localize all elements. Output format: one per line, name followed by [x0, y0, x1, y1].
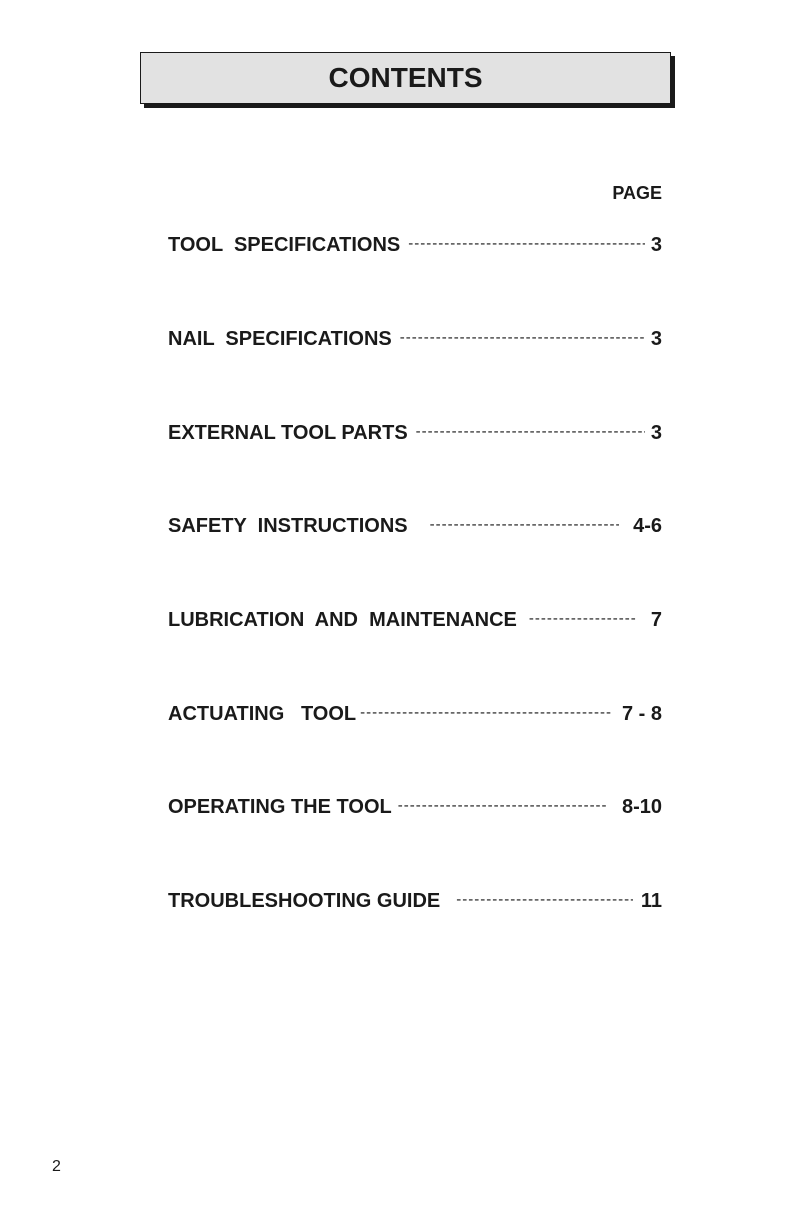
dot-leader: [408, 235, 645, 252]
toc-entry-page: 3: [650, 234, 662, 256]
toc-entry-page: 11: [640, 890, 662, 912]
toc-entry-label: LUBRICATION AND MAINTENANCE: [168, 609, 517, 631]
toc-entry-label: TOOL SPECIFICATIONS: [168, 234, 401, 256]
toc-entry-label: SAFETY INSTRUCTIONS: [168, 515, 408, 537]
toc-entry-operating-the-tool[interactable]: [168, 796, 662, 822]
dot-leader: [529, 610, 637, 627]
toc-entry-tool-specifications[interactable]: [168, 234, 662, 260]
toc-entry-page: 7: [650, 609, 662, 631]
page-column-header: PAGE: [612, 183, 662, 203]
dot-leader: [360, 704, 612, 721]
page-title: CONTENTS: [328, 62, 483, 93]
toc-entry-safety-instructions[interactable]: [168, 515, 662, 541]
toc-entry-nail-specifications[interactable]: [168, 328, 662, 354]
toc-entry-actuating-tool[interactable]: [168, 703, 662, 729]
toc-entry-label: NAIL SPECIFICATIONS: [168, 328, 392, 350]
toc-entry-page: 7 - 8: [621, 703, 662, 725]
dot-leader: [416, 423, 645, 440]
toc-entry-label: TROUBLESHOOTING GUIDE: [168, 890, 441, 912]
dot-leader: [456, 891, 633, 908]
page-number: 2: [52, 1158, 61, 1175]
toc-entry-lubrication-and-maintenance[interactable]: [168, 609, 662, 635]
toc-entry-page: 4-6: [633, 515, 662, 537]
toc-entry-page: 3: [650, 328, 662, 350]
toc-entry-page: 3: [650, 422, 662, 444]
toc-entry-label: OPERATING THE TOOL: [168, 796, 392, 818]
toc-entry-label: EXTERNAL TOOL PARTS: [168, 422, 408, 444]
contents-title-box: [140, 52, 671, 104]
toc-entry-label: ACTUATING TOOL: [168, 703, 357, 725]
toc-entry-page: 8-10: [621, 796, 662, 818]
toc-entry-troubleshooting-guide[interactable]: [168, 890, 662, 916]
dot-leader: [398, 797, 608, 814]
dot-leader: [400, 329, 645, 346]
dot-leader: [430, 516, 619, 533]
toc-entry-external-tool-parts[interactable]: [168, 422, 662, 448]
